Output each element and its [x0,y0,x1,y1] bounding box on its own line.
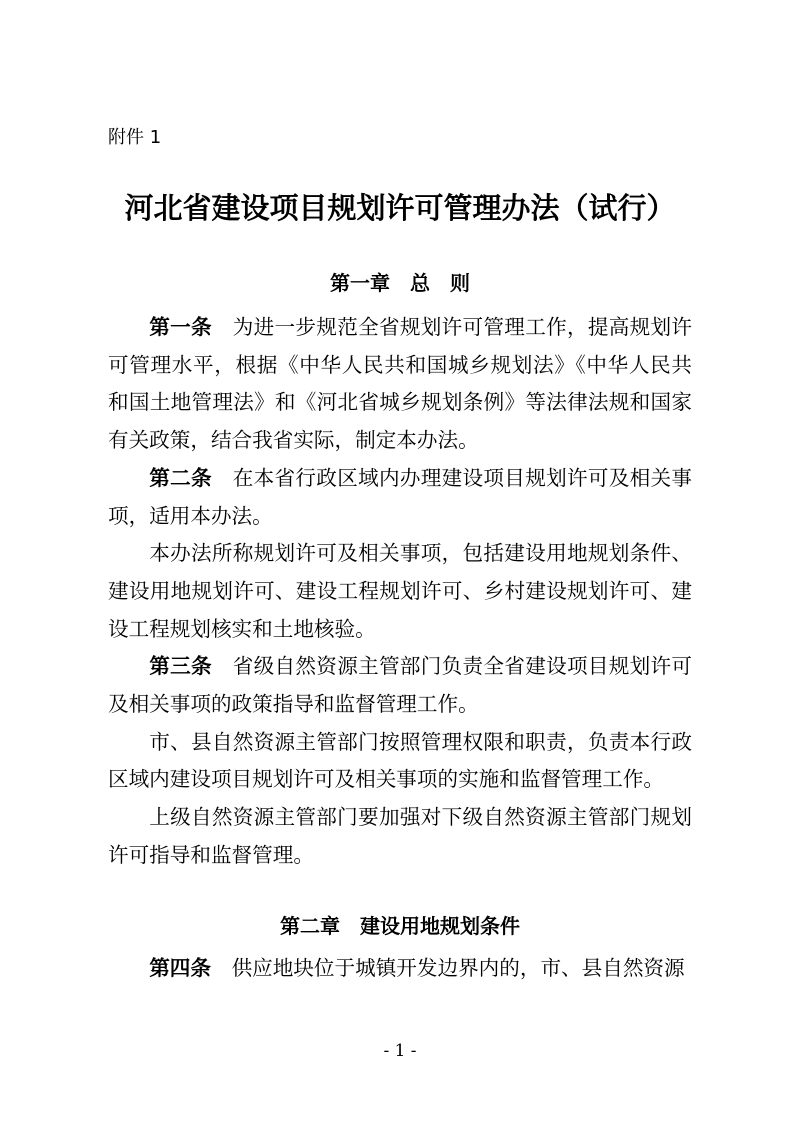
paragraph-text: 本办法所称规划许可及相关事项，包括建设用地规划条件、建设用地规划许可、建设工程规划许可、乡村建设规划许可、建设工程规划核实和土地核验。 [108,541,692,641]
chapter-1-body [108,309,692,875]
chapter-2-heading: 第二章 建设用地规划条件 [280,914,520,938]
article-text: 在本省行政区域内办理建设项目规划许可及相关事项，适用本办法。 [108,465,693,528]
article-label: 第四条 [149,956,211,980]
page-number: - 1 - [383,1041,417,1061]
article-1-paragraph [108,309,692,460]
article-3-paragraph [108,648,692,723]
chapter-1-heading: 第一章 总 则 [330,271,470,295]
attachment-label: 附件 1 [108,127,162,148]
chapter-2-body [108,950,692,988]
document-title: 河北省建设项目规划许可管理办法（试行） [124,191,676,225]
article-text: 供应地块位于城镇开发边界内的，市、县自然资源 [231,956,685,980]
article-2-paragraph-continued [108,535,692,648]
article-label: 第一条 [149,315,212,339]
paragraph-text: 上级自然资源主管部门要加强对下级自然资源主管部门规划许可指导和监督管理。 [108,805,692,867]
article-2-paragraph [108,460,692,535]
article-text: 为进一步规范全省规划许可管理工作，提高规划许可管理水平，根据《中华人民共和国城乡规划法》《中华人民共和国土地管理法》和《河北省城乡规划条例》等法律法规和国家有关政策，结合我省实际，制定本办法。 [108,315,693,453]
article-3-paragraph-continued [108,724,692,799]
article-label: 第二条 [149,465,212,490]
article-3-paragraph-final [108,799,692,874]
article-label: 第三条 [149,654,212,679]
paragraph-text: 市、县自然资源主管部门按照管理权限和职责，负责本行政区域内建设项目规划许可及相关事项的实施和监督管理工作。 [108,729,692,792]
article-text: 省级自然资源主管部门负责全省建设项目规划许可及相关事项的政策指导和监督管理工作。 [108,654,693,717]
article-4-paragraph [108,950,692,988]
